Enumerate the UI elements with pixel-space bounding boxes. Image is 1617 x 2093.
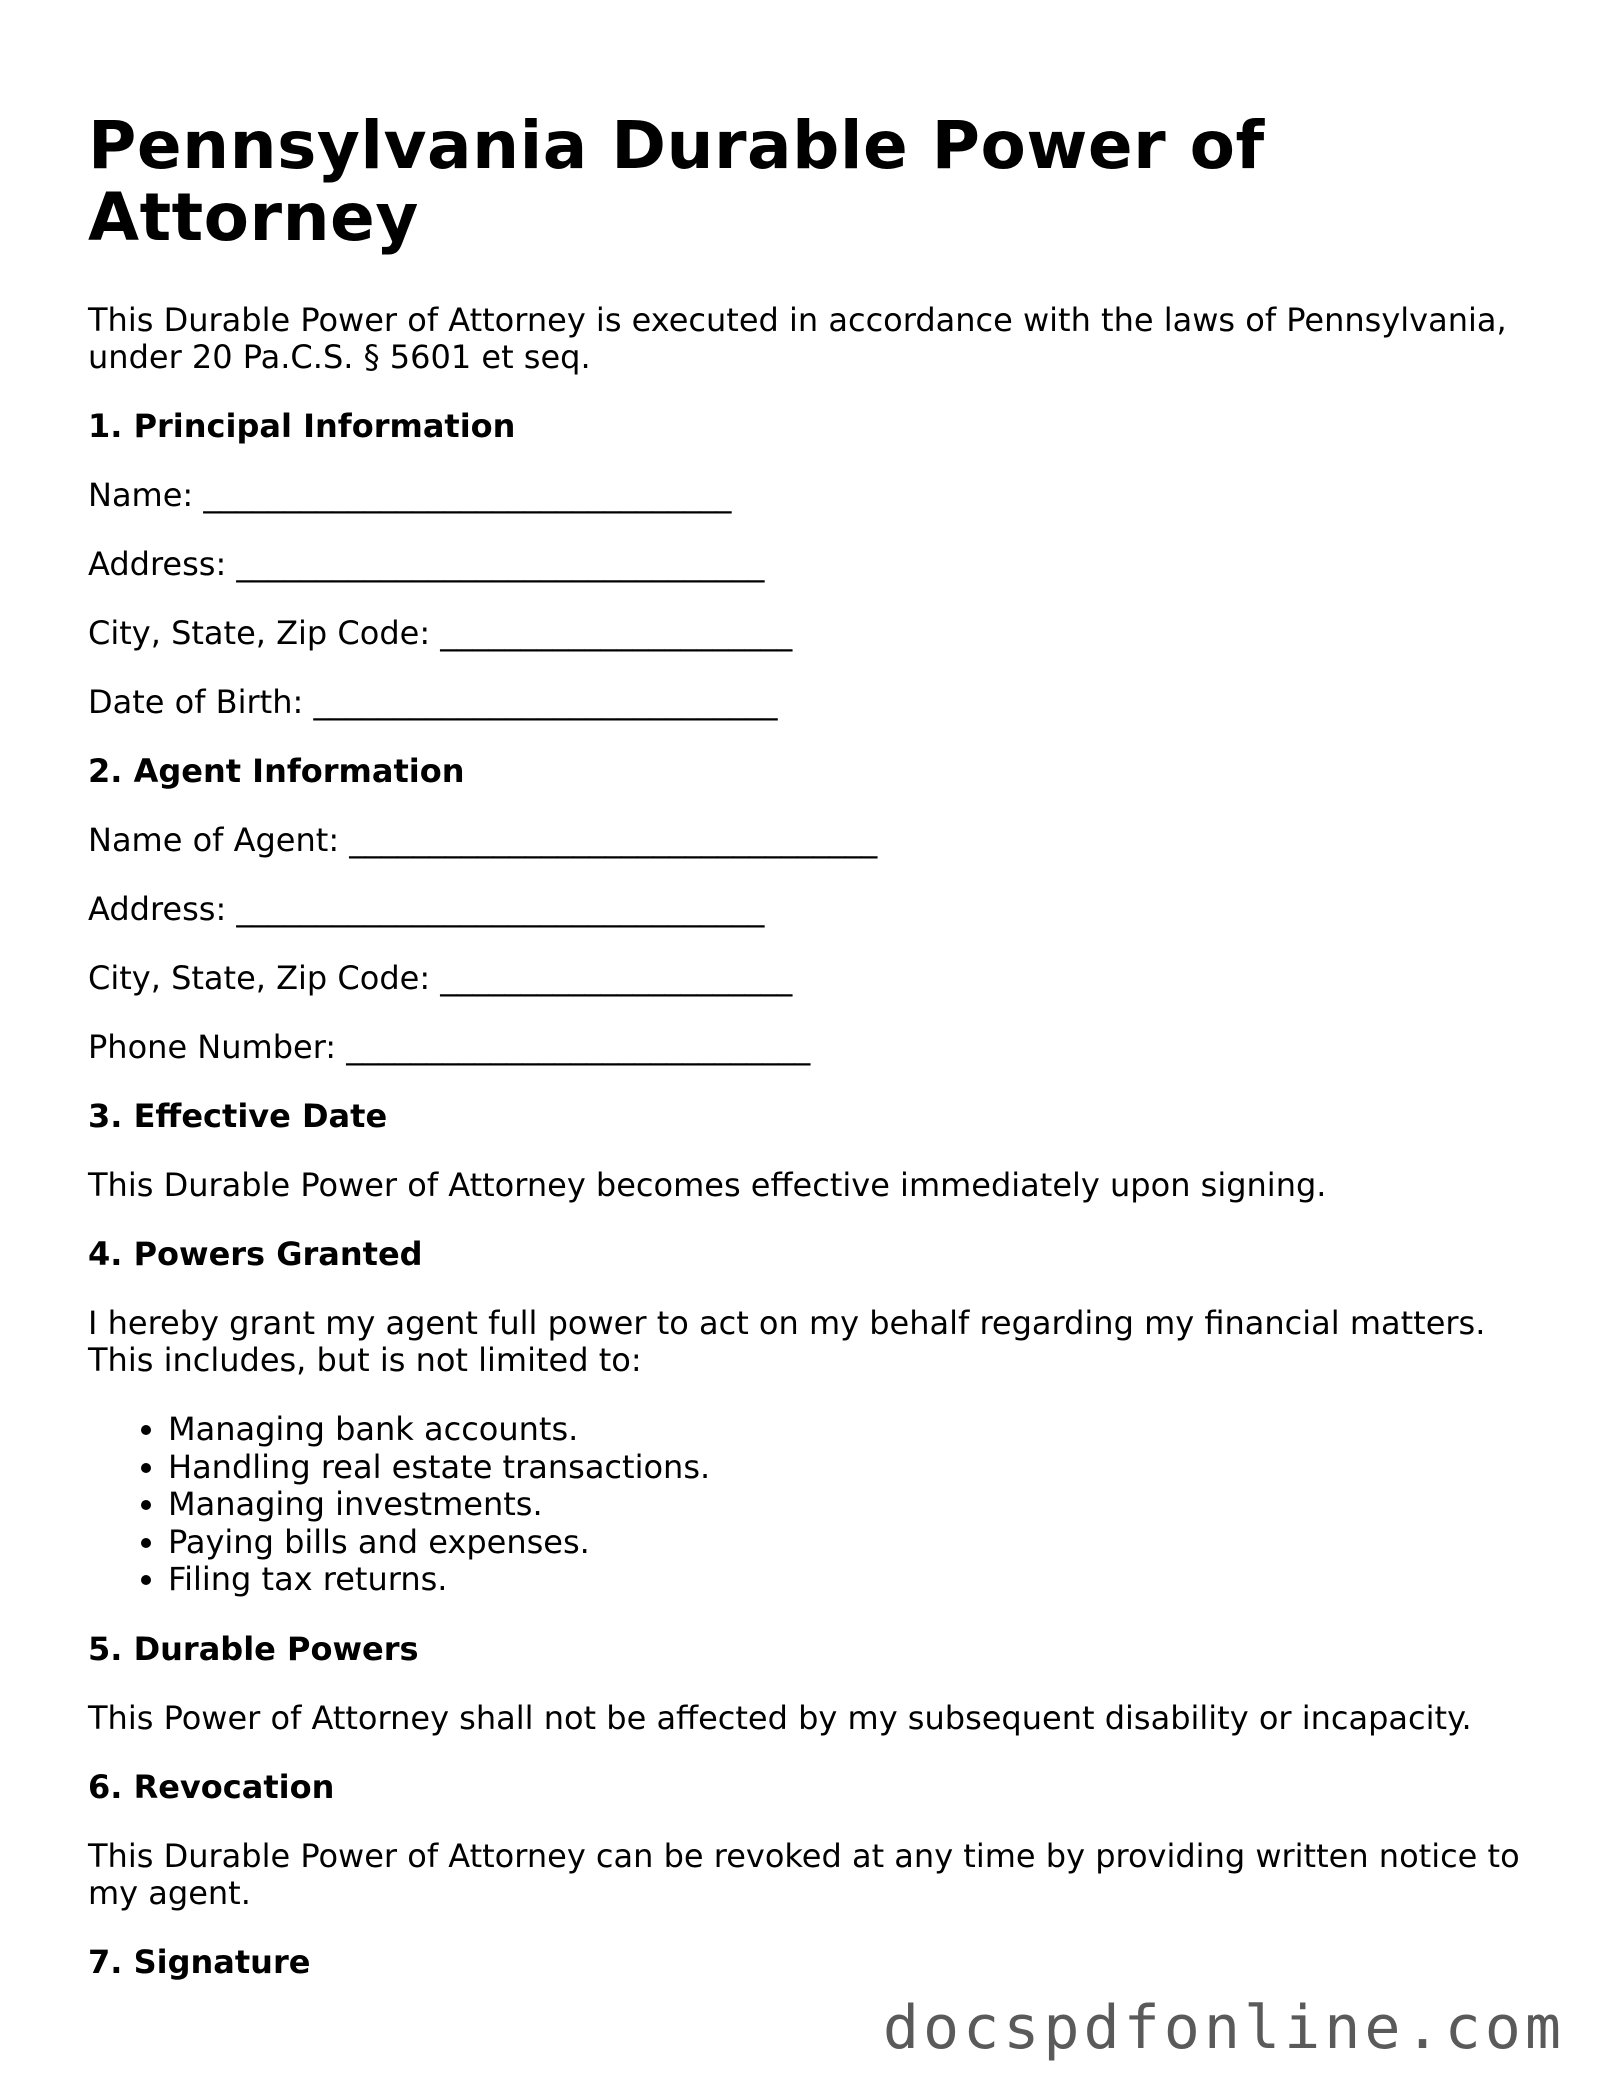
principal-name-field: Name: _________________________________ bbox=[88, 476, 732, 514]
principal-city-field: City, State, Zip Code: ______________________ bbox=[88, 614, 793, 652]
agent-city-field: City, State, Zip Code: ______________________ bbox=[88, 959, 793, 997]
agent-address-field: Address: _________________________________ bbox=[88, 890, 765, 928]
revocation-paragraph: This Durable Power of Attorney can be revoked at any time by providing written notice to my agent. bbox=[88, 1836, 1520, 1912]
list-item: • Managing investments. bbox=[168, 1486, 1528, 1524]
section-heading-principal: 1. Principal Information bbox=[88, 407, 516, 445]
section-heading-effective: 3. Effective Date bbox=[88, 1097, 388, 1135]
list-item: • Filing tax returns. bbox=[168, 1561, 1528, 1599]
effective-paragraph: This Durable Power of Attorney becomes effective immediately upon signing. bbox=[88, 1166, 1327, 1204]
list-item: • Paying bills and expenses. bbox=[168, 1524, 1528, 1562]
list-item: • Managing bank accounts. bbox=[168, 1411, 1528, 1449]
section-heading-durable: 5. Durable Powers bbox=[88, 1629, 419, 1668]
durable-paragraph: This Power of Attorney shall not be affected by my subsequent disability or incapacity. bbox=[88, 1698, 1472, 1737]
section-heading-revocation: 6. Revocation bbox=[88, 1767, 335, 1806]
document-title: Pennsylvania Durable Power of Attorney bbox=[88, 107, 1265, 256]
powers-list bbox=[88, 1411, 1528, 1599]
principal-address-field: Address: _________________________________ bbox=[88, 545, 765, 583]
agent-name-field: Name of Agent: _________________________________ bbox=[88, 821, 878, 859]
principal-dob-field: Date of Birth: _____________________________ bbox=[88, 683, 778, 721]
section-heading-agent: 2. Agent Information bbox=[88, 752, 465, 790]
section-heading-powers: 4. Powers Granted bbox=[88, 1235, 423, 1273]
agent-phone-field: Phone Number: _____________________________ bbox=[88, 1028, 811, 1066]
document-page bbox=[88, 107, 1528, 2013]
list-item: • Handling real estate transactions. bbox=[168, 1449, 1528, 1487]
powers-paragraph: I hereby grant my agent full power to act on my behalf regarding my financial matters. This includes, but is not limited to: bbox=[88, 1304, 1486, 1379]
watermark: docspdfonline.com bbox=[882, 1993, 1565, 2063]
section-heading-signature: 7. Signature bbox=[88, 1942, 311, 1981]
intro-paragraph: This Durable Power of Attorney is executed in accordance with the laws of Pennsylvania, under 20 Pa.C.S. § 5601 et seq. bbox=[88, 301, 1507, 376]
